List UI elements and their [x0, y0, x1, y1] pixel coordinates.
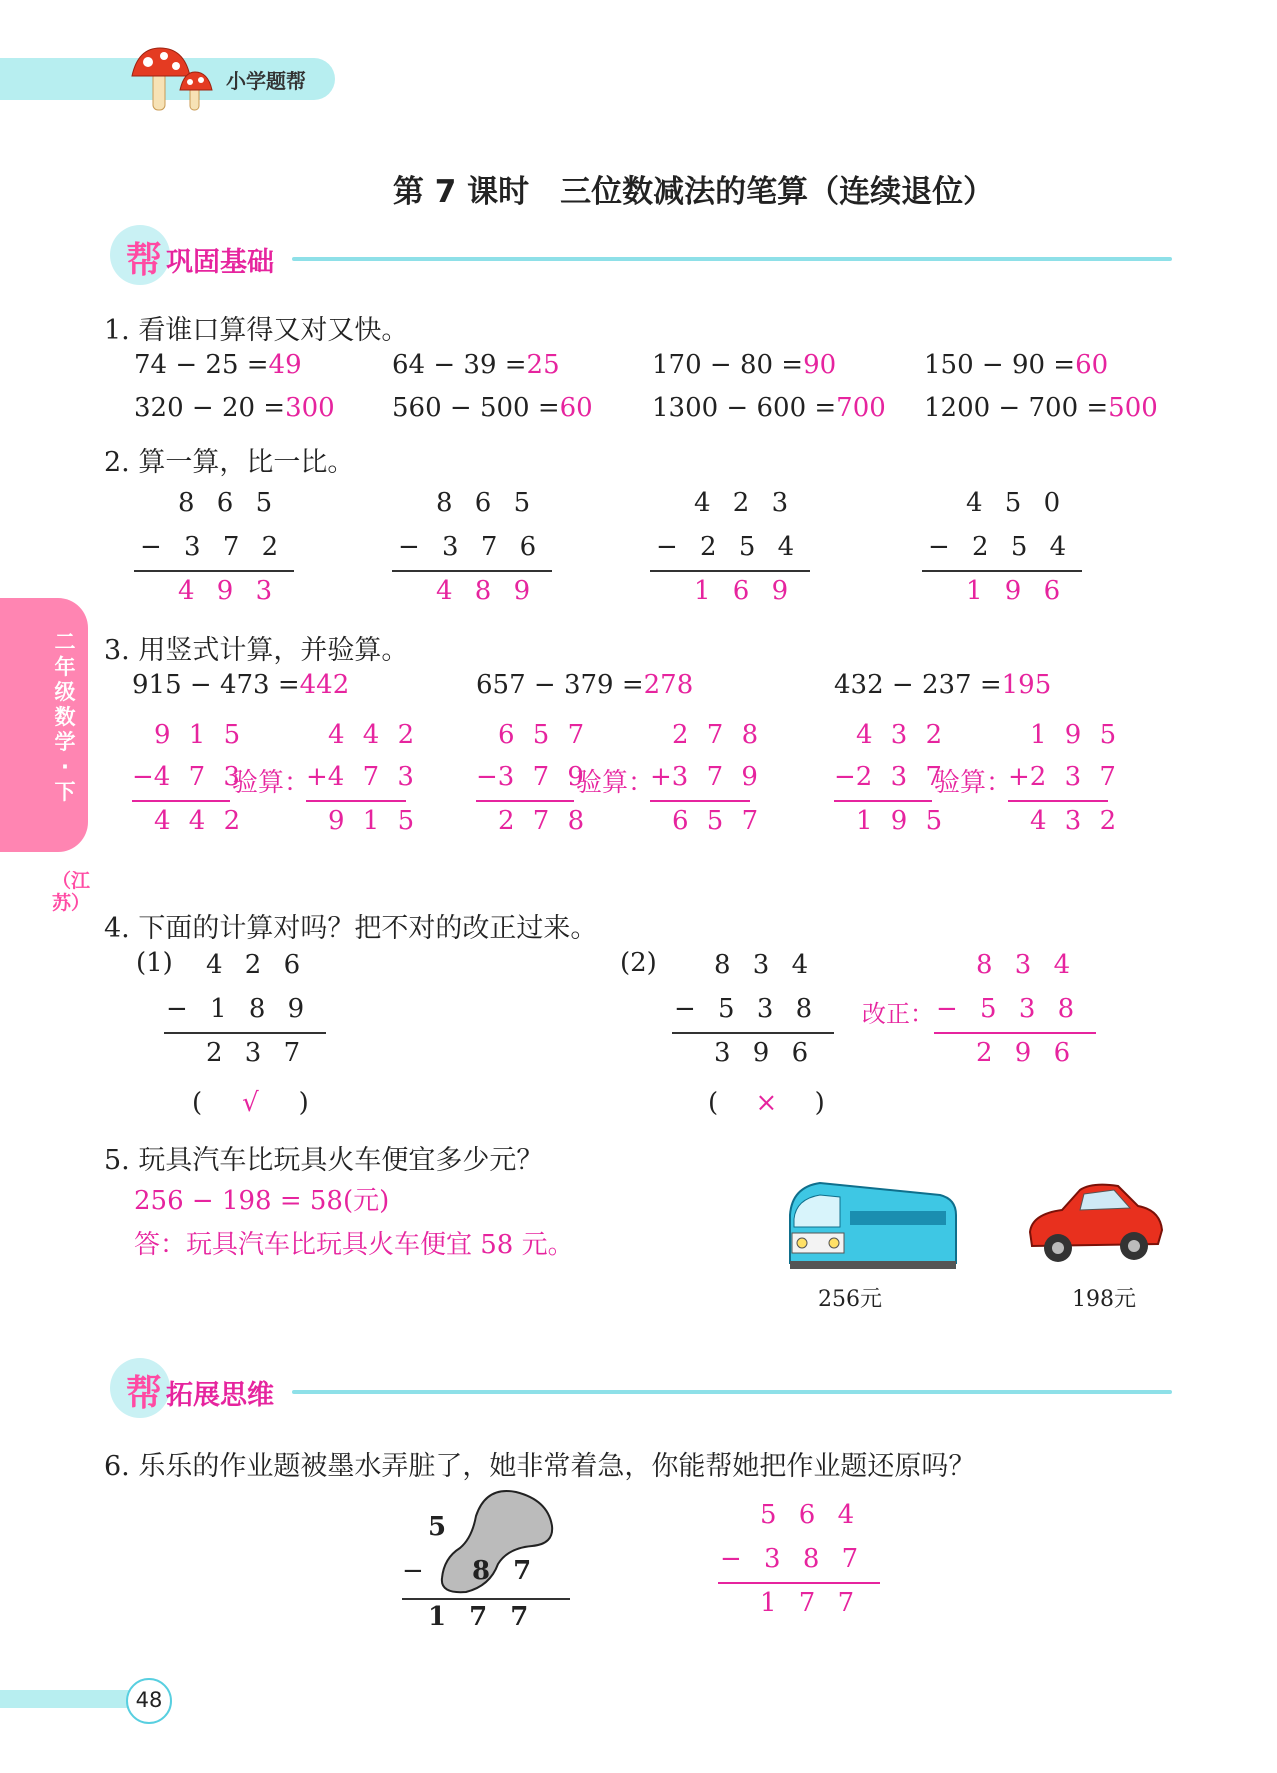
q6-answer-res: 1 7 7: [760, 1588, 855, 1618]
q1-item: [392, 393, 593, 423]
q1-answer: 700: [836, 393, 886, 423]
q4-p1-vertical: [160, 950, 326, 1080]
q3-expr: 657 − 379 =: [476, 670, 644, 700]
q3-verify-sub: +4 7 3: [306, 762, 414, 792]
page-title: 第 7 课时 三位数减法的笔算（连续退位）: [392, 174, 995, 210]
q2-problem-3-line: [650, 570, 810, 572]
q4-p1-judge: √: [242, 1088, 259, 1118]
q4-p2-judge: ×: [755, 1088, 778, 1118]
q1-item: [134, 393, 335, 423]
q1-answer: 500: [1108, 393, 1158, 423]
q3-calc-sub: −4 7 3: [132, 762, 240, 792]
q1-prompt: 1. 看谁口算得又对又快。: [104, 315, 409, 346]
q6-blot-line: [402, 1598, 570, 1600]
q1-expr: 560 − 500 =: [392, 393, 560, 423]
q1-answer: 90: [803, 350, 837, 380]
q1-answer: 60: [1075, 350, 1109, 380]
q4-p1-res: 2 3 7: [206, 1038, 301, 1068]
q6-answer-vertical: [714, 1500, 884, 1630]
q2-problem-2-sub: − 3 7 6: [398, 532, 537, 562]
q4-fix-line: [934, 1032, 1096, 1034]
q1-expr: 150 − 90 =: [924, 350, 1076, 380]
section-bang-extend: 帮: [126, 1373, 163, 1414]
q4-p1-judge-box: ( √ ): [192, 1088, 309, 1118]
q3-verify-res: 6 5 7: [672, 806, 759, 836]
q1-expr: 64 − 39 =: [392, 350, 527, 380]
q4-p1-sub: − 1 8 9: [166, 994, 305, 1024]
section-bang-basic: 帮: [126, 240, 163, 281]
q3-problem-1: [132, 670, 349, 700]
q3-verify-res: 9 1 5: [328, 806, 415, 836]
q1-item: [924, 350, 1108, 380]
section-title-basic: 巩固基础: [166, 247, 274, 278]
q3-verify-sub: +3 7 9: [650, 762, 758, 792]
section-line-extend: [292, 1390, 1172, 1394]
q3-answer: 442: [299, 670, 350, 700]
q6-prompt: 6. 乐乐的作业题被墨水弄脏了，她非常着急，你能帮她把作业题还原吗？: [104, 1451, 976, 1482]
q6-answer-top: 5 6 4: [760, 1500, 855, 1530]
car-icon: [1022, 1180, 1167, 1270]
side-tab-grade: 二年级数学·下: [54, 630, 76, 804]
footer-bar: [0, 1690, 140, 1708]
q3-verify-top: 4 4 2: [328, 720, 415, 750]
q2-problem-1-result: 4 9 3: [178, 576, 273, 606]
q6-answer-sub: − 3 8 7: [720, 1544, 859, 1574]
q2-problem-3-sub: − 2 5 4: [656, 532, 795, 562]
q3-calc-res: 1 9 5: [856, 806, 943, 836]
q3-answer: 195: [1001, 670, 1052, 700]
q4-fix-top: 8 3 4: [976, 950, 1071, 980]
q1-item: [134, 350, 302, 380]
q3-calc-top: 9 1 5: [154, 720, 241, 750]
q4-p1-line: [164, 1032, 326, 1034]
q6-blot-minus: −: [402, 1556, 424, 1586]
q3-calc-sub: −2 3 7: [834, 762, 942, 792]
brand-name: 小学题帮: [226, 69, 306, 93]
q1-expr: 1200 − 700 =: [924, 393, 1109, 423]
q6-blot-sub: 8 7: [472, 1556, 532, 1586]
q2-problem-2-line: [392, 570, 552, 572]
q3-calc-line: [834, 800, 932, 802]
q4-fix-res: 2 9 6: [976, 1038, 1071, 1068]
q1-expr: 170 − 80 =: [652, 350, 804, 380]
q6-blot-top: 5: [428, 1512, 447, 1542]
page-number: 48: [135, 1688, 163, 1712]
q3-verify-sub: +2 3 7: [1008, 762, 1116, 792]
q2-problem-4-top: 4 5 0: [966, 488, 1061, 518]
q3-calc-top: 4 3 2: [856, 720, 943, 750]
q3-problem-2: [476, 670, 693, 700]
q3-calc-top: 6 5 7: [498, 720, 585, 750]
q4-p2-line: [672, 1032, 834, 1034]
q1-item: [652, 350, 836, 380]
q2-problem-1-sub: − 3 7 2: [140, 532, 279, 562]
car-price: 198元: [1072, 1287, 1136, 1312]
q4-fix-label: 改正：: [862, 1000, 934, 1028]
q2-problem-2-result: 4 8 9: [436, 576, 531, 606]
q4-p2-judge-box: ( × ): [708, 1088, 825, 1118]
q3-calc-sub: −3 7 9: [476, 762, 584, 792]
q2-problem-4-sub: − 2 5 4: [928, 532, 1067, 562]
q1-item: [924, 393, 1158, 423]
q1-item: [652, 393, 886, 423]
q3-problem-3: [834, 670, 1051, 700]
ink-blot: [436, 1486, 556, 1606]
section-line-basic: [292, 257, 1172, 261]
q1-answer: 49: [268, 350, 302, 380]
q3-expr: 915 − 473 =: [132, 670, 300, 700]
q1-expr: 320 − 20 =: [134, 393, 286, 423]
q2-problem-1-top: 8 6 5: [178, 488, 273, 518]
q5-answer: 答：玩具汽车比玩具火车便宜 58 元。: [134, 1230, 574, 1260]
q3-verify-line: [650, 800, 750, 802]
q5-prompt: 5. 玩具汽车比玩具火车便宜多少元？: [104, 1145, 544, 1176]
q1-answer: 60: [559, 393, 593, 423]
q1-answer: 25: [526, 350, 560, 380]
q3-prompt: 3. 用竖式计算，并验算。: [104, 635, 409, 666]
mushroom-logo: [128, 44, 223, 114]
q2-problem-4-result: 1 9 6: [966, 576, 1061, 606]
q3-verify-top: 2 7 8: [672, 720, 759, 750]
q2-problem-1-line: [134, 570, 294, 572]
q3-calc-line: [132, 800, 230, 802]
q3-verify-label: 验算：: [576, 768, 655, 798]
train-price: 256元: [818, 1287, 882, 1312]
section-title-extend: 拓展思维: [166, 1380, 274, 1411]
q4-fix-sub: − 5 3 8: [936, 994, 1075, 1024]
q2-problem-4-line: [922, 570, 1082, 572]
q1-expr: 74 − 25 =: [134, 350, 269, 380]
q4-p2-sub: − 5 3 8: [674, 994, 813, 1024]
q2-prompt: 2. 算一算，比一比。: [104, 447, 355, 478]
q5-calc: 256 − 198 = 58(元): [134, 1186, 390, 1216]
q3-expr: 432 − 237 =: [834, 670, 1002, 700]
q4-p2-res: 3 9 6: [714, 1038, 809, 1068]
q4-p1-label: (1): [136, 948, 173, 978]
q3-verify-top: 1 9 5: [1030, 720, 1117, 750]
q4-prompt: 4. 下面的计算对吗？把不对的改正过来。: [104, 913, 598, 944]
q2-problem-3-result: 1 6 9: [694, 576, 789, 606]
q2-problem-2-top: 8 6 5: [436, 488, 531, 518]
q1-expr: 1300 − 600 =: [652, 393, 837, 423]
side-tab-region: （江苏）: [52, 870, 91, 914]
q3-verify-res: 4 3 2: [1030, 806, 1117, 836]
q4-p2-label: (2): [620, 948, 657, 978]
q4-p2-vertical: [668, 950, 834, 1080]
q4-fix-vertical: [930, 950, 1096, 1080]
q6-blot-res: 1 7 7: [428, 1602, 529, 1632]
q3-calc-res: 4 4 2: [154, 806, 241, 836]
q4-p1-top: 4 2 6: [206, 950, 301, 980]
q3-answer: 278: [643, 670, 694, 700]
train-icon: [780, 1175, 960, 1275]
q1-item: [392, 350, 560, 380]
q3-calc-line: [476, 800, 574, 802]
q3-verify-label: 验算：: [934, 768, 1013, 798]
q4-p2-top: 8 3 4: [714, 950, 809, 980]
q3-verify-line: [1008, 800, 1108, 802]
q3-verify-line: [306, 800, 406, 802]
q6-answer-line: [718, 1582, 880, 1584]
q3-verify-label: 验算：: [232, 768, 311, 798]
q3-calc-res: 2 7 8: [498, 806, 585, 836]
q1-answer: 300: [285, 393, 335, 423]
q2-problem-3-top: 4 2 3: [694, 488, 789, 518]
